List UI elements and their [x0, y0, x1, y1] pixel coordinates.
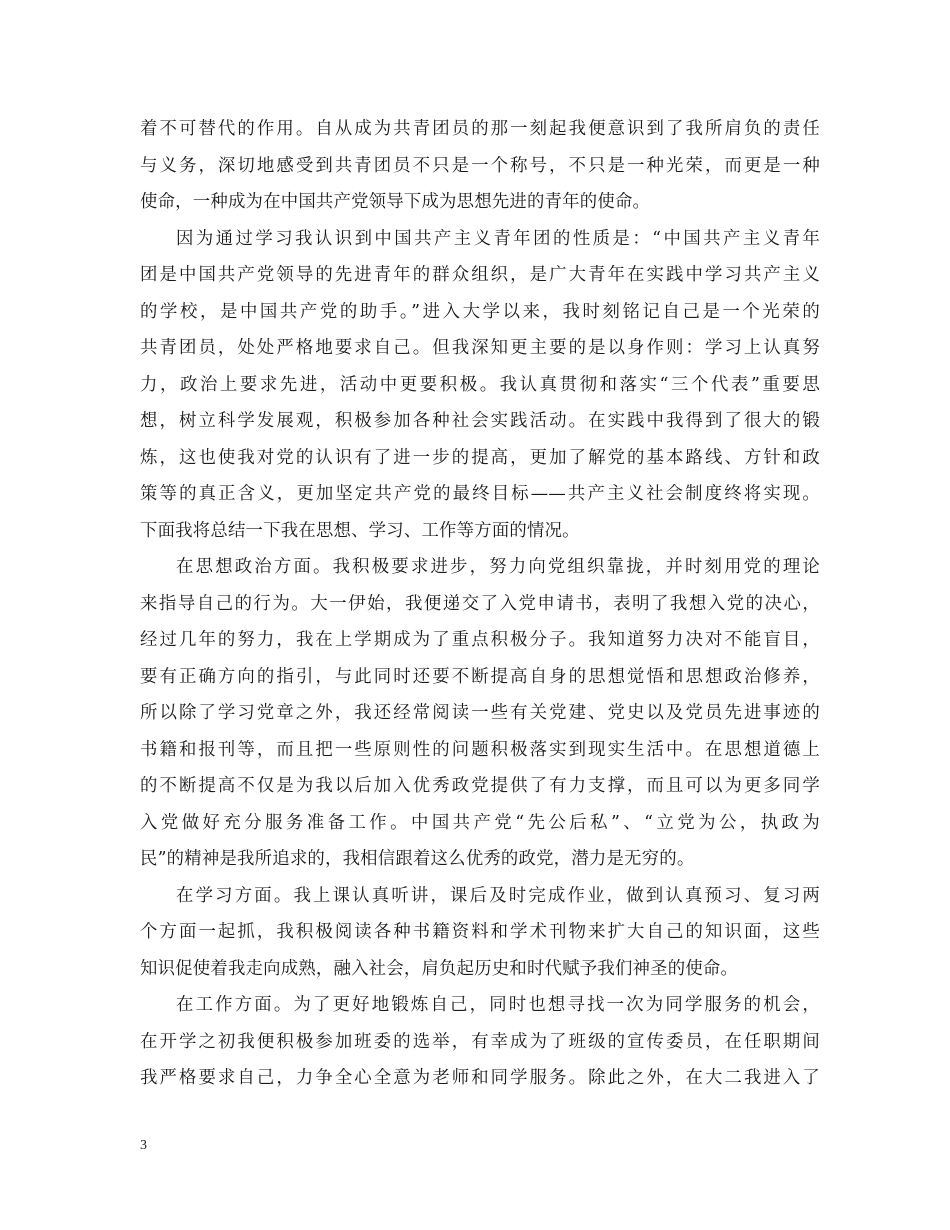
text-line: 在思想政治方面。我积极要求进步，努力向党组织靠拢，并时刻用党的理论 — [176, 557, 820, 577]
paragraph — [140, 549, 820, 878]
text-line: 团是中国共产党领导的先进青年的群众组织，是广大青年在实践中学习共产主义 — [140, 265, 820, 285]
text-line: 知识促使着我走向成熟，融入社会，肩负起历史和时代赋予我们神圣的使命。 — [140, 958, 739, 979]
text-line: 使命，一种成为在中国共产党领导下成为思想先进的青年的使命。 — [140, 192, 651, 212]
text-line: 想，树立科学发展观，积极参加各种社会实践活动。在实践中我得到了很大的锻 — [140, 411, 820, 431]
text-line: 来指导自己的行为。大一伊始，我便递交了入党申请书，表明了我想入党的决心， — [140, 593, 820, 614]
text-line: 在工作方面。为了更好地锻炼自己，同时也想寻找一次为同学服务的机会， — [176, 995, 820, 1015]
text-line: 在开学之初我便积极参加班委的选举，有幸成为了班级的宣传委员，在任职期间 — [140, 1031, 820, 1052]
page-number: 3 — [140, 1138, 147, 1153]
text-line: 策等的真正含义，更加坚定共产党的最终目标——共产主义社会制度终将实现。 — [140, 484, 820, 504]
paragraph — [140, 221, 820, 550]
paragraph — [140, 878, 820, 988]
text-line: 下面我将总结一下我在思想、学习、工作等方面的情况。 — [140, 520, 580, 541]
text-line: 着不可替代的作用。自从成为共青团员的那一刻起我便意识到了我所肩负的责任 — [140, 119, 820, 139]
document-body — [140, 111, 820, 1097]
text-line: 书籍和报刊等，而且把一些原则性的问题积极落实到现实生活中。在思想道德上 — [140, 739, 820, 760]
text-line: 所以除了学习党章之外，我还经常阅读一些有关党建、党史以及党员先进事迹的 — [140, 703, 820, 723]
paragraph — [140, 111, 820, 221]
text-line: 力，政治上要求先进，活动中更要积极。我认真贯彻和落实“三个代表”重要思 — [140, 374, 820, 395]
text-line: 在学习方面。我上课认真听讲，课后及时完成作业，做到认真预习、复习两 — [176, 885, 820, 906]
text-line: 的不断提高不仅是为我以后加入优秀政党提供了有力支撑，而且可以为更多同学 — [140, 776, 820, 796]
text-line: 民”的精神是我所追求的，我相信跟着这么优秀的政党，潜力是无穷的。 — [140, 849, 695, 869]
text-line: 因为通过学习我认识到中国共产主义青年团的性质是：“中国共产主义青年 — [176, 228, 820, 249]
text-line: 要有正确方向的指引，与此同时还要不断提高自身的思想觉悟和思想政治修养， — [140, 666, 820, 687]
text-line: 的学校，是中国共产党的助手。”进入大学以来，我时刻铭记自己是一个光荣的 — [140, 301, 820, 322]
text-line: 与义务，深切地感受到共青团员不只是一个称号，不只是一种光荣，而更是一种 — [140, 155, 820, 176]
text-line: 个方面一起抓，我积极阅读各种书籍资料和学术刊物来扩大自己的知识面，这些 — [140, 922, 820, 942]
text-line: 入党做好充分服务准备工作。中国共产党“先公后私”、“立党为公，执政为 — [140, 812, 820, 833]
text-line: 经过几年的努力，我在上学期成为了重点积极分子。我知道努力决对不能盲目， — [140, 630, 820, 650]
text-line: 我严格要求自己，力争全心全意为老师和同学服务。除此之外，在大二我进入了 — [140, 1068, 820, 1088]
text-line: 炼，这也使我对党的认识有了进一步的提高，更加了解党的基本路线、方针和政 — [140, 447, 820, 468]
text-line: 共青团员，处处严格地要求自己。但我深知更主要的是以身作则：学习上认真努 — [140, 338, 820, 358]
paragraph — [140, 987, 820, 1097]
